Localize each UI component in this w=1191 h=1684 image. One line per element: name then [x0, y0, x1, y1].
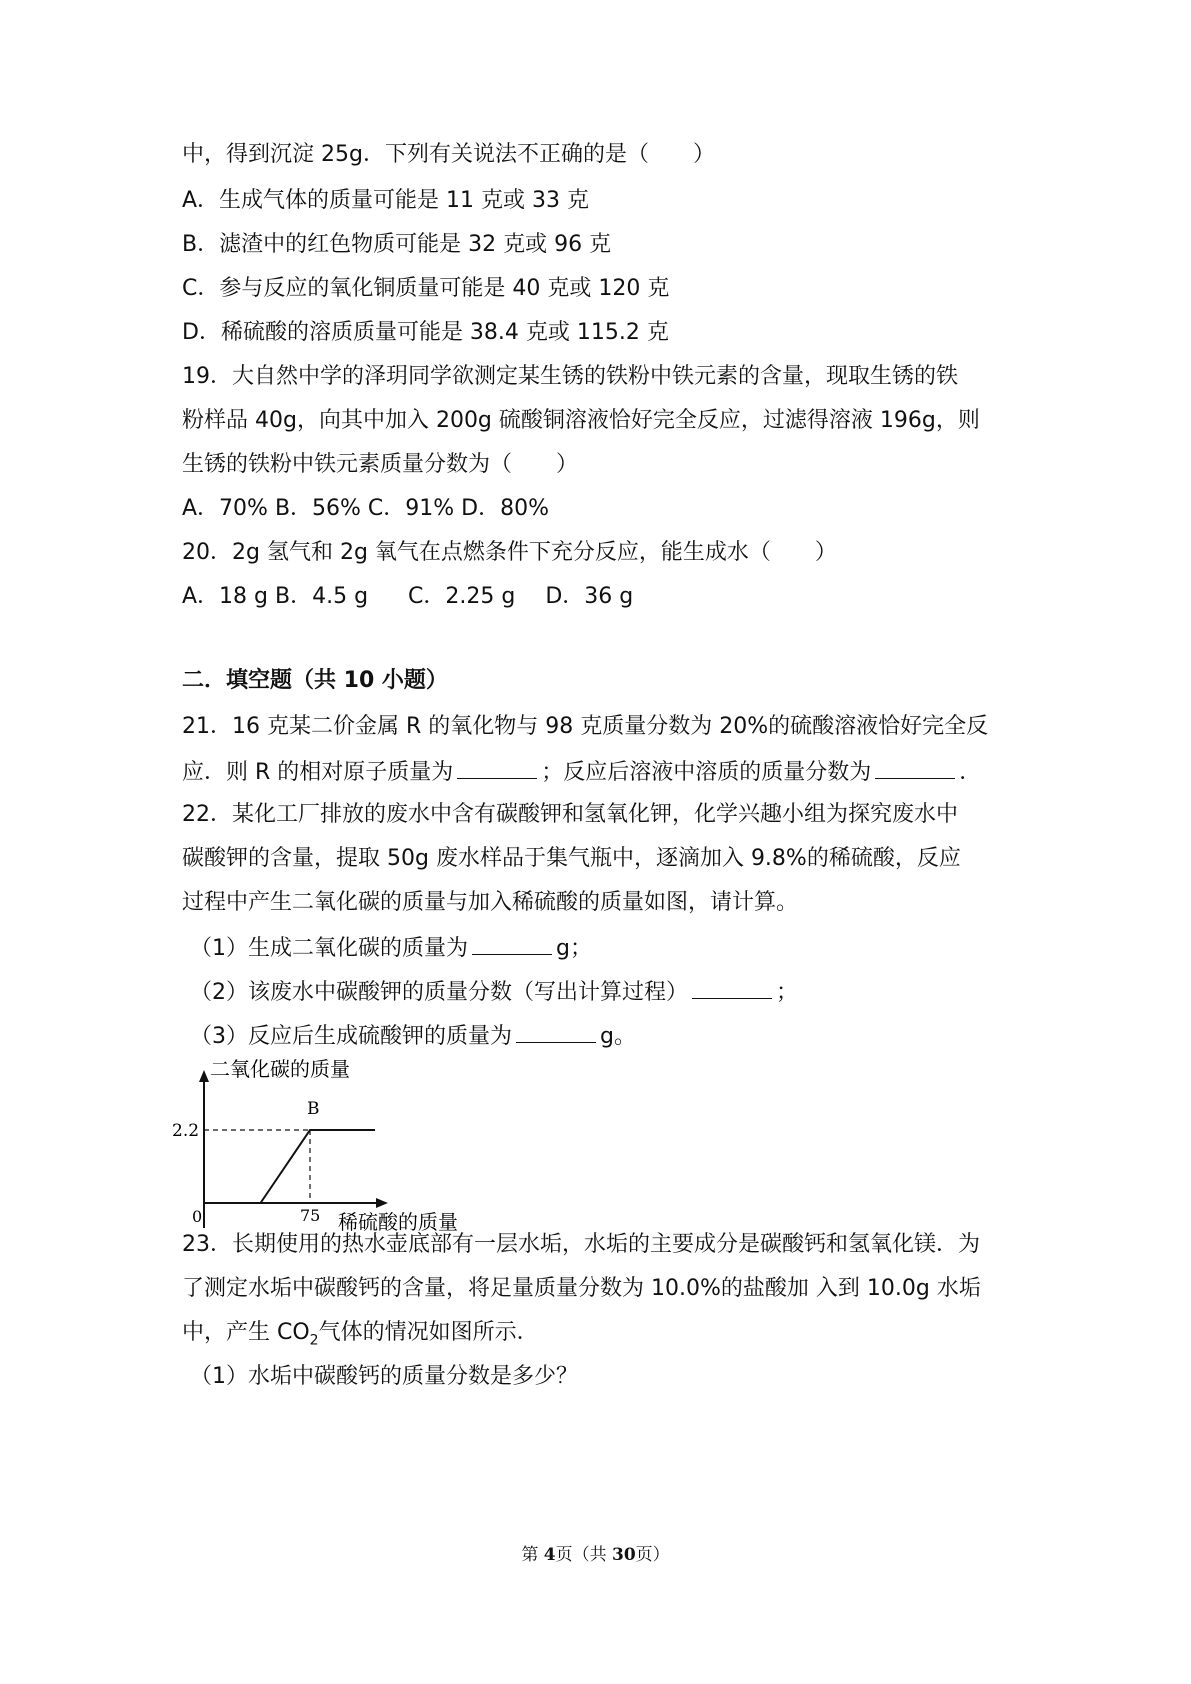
q20-option-d: D．36 g	[545, 584, 634, 609]
chart-xlabel: 稀硫酸的质量	[338, 1210, 458, 1234]
footer-page-number: 4	[543, 1545, 556, 1565]
x-axis-arrow	[376, 1198, 388, 1208]
chart-x-tick-label: 75	[300, 1206, 321, 1225]
section-title: 二．填空题（共 10 小题）	[182, 668, 448, 693]
q22-sub1-blank[interactable]	[472, 932, 552, 955]
q22-sub2-blank[interactable]	[692, 976, 772, 999]
q21-line-2	[182, 756, 981, 788]
q22-sub2-end: ；	[776, 980, 799, 1005]
chart-y-tick-label: 2.2	[172, 1121, 200, 1141]
co2-chart	[170, 1058, 470, 1238]
q18-stem: 中，得到沉淀 25g．下列有关说法不正确的是（ ）	[182, 142, 715, 167]
q22-sub3-unit: g。	[600, 1024, 636, 1049]
q21-blank-2[interactable]	[875, 756, 955, 779]
footer-text-c: 页）	[635, 1545, 670, 1565]
q22-sub2-text: （2）该废水中碳酸钾的质量分数（写出计算过程）	[190, 980, 688, 1005]
q18-option-b: B．滤渣中的红色物质可能是 32 克或 96 克	[182, 232, 612, 257]
q22-line-2: 碳酸钾的含量，提取 50g 废水样品于集气瓶中，逐滴加入 9.8%的稀硫酸，反应	[182, 846, 961, 871]
q21-blank-1[interactable]	[457, 756, 537, 779]
q22-sub-1	[190, 932, 592, 964]
q21-text-a: 应．则 R 的相对原子质量为	[182, 760, 454, 785]
chart-origin-label: 0	[192, 1207, 203, 1226]
q18-option-c: C．参与反应的氧化铜质量可能是 40 克或 120 克	[182, 276, 670, 301]
q23-line3-text-b: 气体的情况如图所示．	[318, 1320, 539, 1345]
chart-point-label: B	[307, 1099, 320, 1119]
q22-sub-3	[190, 1020, 636, 1052]
q18-option-d: D．稀硫酸的溶质质量可能是 38.4 克或 115.2 克	[182, 320, 669, 345]
q22-sub-2	[190, 976, 798, 1008]
q22-sub3-text: （3）反应后生成硫酸钾的质量为	[190, 1024, 512, 1049]
q18-option-a: A．生成气体的质量可能是 11 克或 33 克	[182, 188, 590, 213]
chart-series-line	[261, 1130, 376, 1203]
q20-stem: 20．2g 氢气和 2g 氧气在点燃条件下充分反应，能生成水（ ）	[182, 540, 837, 565]
q23-sub-1: （1）水垢中碳酸钙的质量分数是多少？	[190, 1364, 578, 1389]
q21-text-c: ．	[959, 760, 982, 785]
q20-option-c: C．2.25 g	[408, 584, 516, 609]
page-footer	[0, 1540, 1191, 1565]
q23-line3-text: 中，产生 CO	[182, 1320, 310, 1345]
q19-line-1: 19．大自然中学的泽玥同学欲测定某生锈的铁粉中铁元素的含量，现取生锈的铁	[182, 364, 958, 389]
q21-text-b: ；反应后溶液中溶质的质量分数为	[541, 760, 872, 785]
q22-line-1: 22．某化工厂排放的废水中含有碳酸钾和氢氧化钾，化学兴趣小组为探究废水中	[182, 802, 958, 827]
chart-ylabel: 二氧化碳的质量	[210, 1058, 350, 1081]
q19-options: A．70% B．56% C．91% D．80%	[182, 496, 550, 521]
q23-co2-subscript: 2	[309, 1332, 319, 1349]
q23-line-1: 23．长期使用的热水壶底部有一层水垢，水垢的主要成分是碳酸钙和氢氧化镁．为	[182, 1232, 980, 1257]
footer-total-pages: 30	[611, 1545, 636, 1565]
q20-options-ab: A．18 g B．4.5 g	[182, 584, 369, 609]
q21-line-1: 21．16 克某二价金属 R 的氧化物与 98 克质量分数为 20%的硫酸溶液恰好完全反	[182, 714, 989, 739]
footer-text-b: 页（共	[555, 1545, 612, 1565]
q22-sub3-blank[interactable]	[516, 1020, 596, 1043]
q22-sub1-text: （1）生成二氧化碳的质量为	[190, 936, 468, 961]
q19-line-3: 生锈的铁粉中铁元素质量分数为（ ）	[182, 452, 579, 477]
q23-line-2: 了测定水垢中碳酸钙的含量，将足量质量分数为 10.0%的盐酸加 入到 10.0g 水垢	[182, 1276, 981, 1301]
q20-options	[182, 582, 633, 612]
y-axis-arrow	[199, 1070, 209, 1082]
q22-line-3: 过程中产生二氧化碳的质量与加入稀硫酸的质量如图，请计算。	[182, 890, 799, 915]
footer-text-a: 第	[521, 1545, 544, 1565]
q22-sub1-unit: g；	[556, 936, 592, 961]
q19-line-2: 粉样品 40g，向其中加入 200g 硫酸铜溶液恰好完全反应，过滤得溶液 196g，则	[182, 408, 980, 433]
q23-line-3	[182, 1318, 539, 1355]
